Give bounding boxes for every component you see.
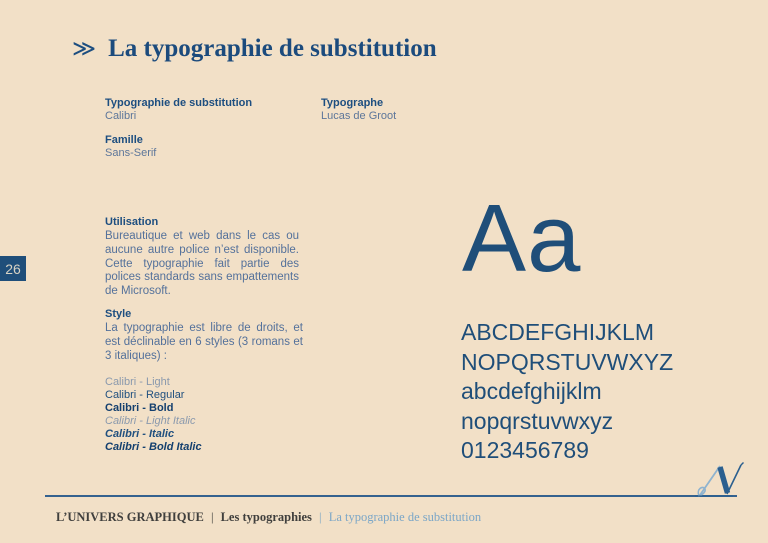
breadcrumb-separator: |	[319, 510, 322, 524]
page-number: 26	[5, 260, 21, 277]
list-item: Calibri - Italic	[105, 427, 175, 440]
breadcrumb-current-page: La typographie de substitution	[328, 510, 482, 524]
type-designer-label: Typographe	[321, 97, 384, 109]
type-designer-group	[321, 97, 396, 123]
breadcrumb-chapter: Les typographies	[220, 510, 312, 524]
list-item: Calibri - Light	[105, 376, 170, 388]
double-chevron-icon: ≫	[72, 36, 97, 62]
page-title: La typographie de substitution	[108, 35, 437, 62]
style-label: Style	[105, 308, 132, 320]
family-label: Famille	[105, 134, 143, 146]
specimen-uppercase-1: ABCDEFGHIJKLM	[461, 319, 654, 345]
font-styles-list	[105, 376, 202, 453]
substitution-typeface-value: Calibri	[105, 110, 137, 122]
specimen-lowercase-1: abcdefghijklm	[461, 378, 602, 404]
list-item: Calibri - Regular	[105, 388, 185, 401]
breadcrumb-section: L’UNIVERS GRAPHIQUE	[56, 510, 204, 524]
page-number-badge	[0, 256, 26, 281]
brand-monogram-icon	[693, 462, 745, 500]
type-designer-value: Lucas de Groot	[321, 110, 397, 122]
list-item: Calibri - Bold Italic	[105, 440, 202, 453]
list-item: Calibri - Light Italic	[105, 414, 196, 427]
substitution-typeface-label: Typographie de substitution	[105, 97, 253, 109]
specimen-uppercase-2: NOPQRSTUVWXYZ	[461, 348, 674, 375]
usage-text: Bureautique et web dans le cas ou aucune autre police n’est disponible. Cette typographie fait partie des polices standards sans empattements de Microsoft.	[105, 230, 299, 298]
specimen-display-aa: Aa	[462, 185, 582, 292]
family-group	[105, 134, 156, 160]
list-item: Calibri - Bold	[105, 401, 174, 414]
specimen-digits: 0123456789	[461, 437, 589, 463]
breadcrumb	[56, 509, 481, 525]
breadcrumb-separator: |	[210, 510, 214, 524]
style-text: La typographie est libre de droits, et est déclinable en 6 styles (3 romans et 3 italiques) :	[105, 322, 303, 362]
specimen-alphabet	[461, 318, 673, 466]
page-header	[72, 36, 437, 61]
specimen-lowercase-2: nopqrstuvwxyz	[461, 407, 614, 434]
usage-group	[105, 216, 299, 299]
footer-divider	[45, 495, 737, 497]
style-group	[105, 308, 303, 363]
family-value: Sans-Serif	[105, 147, 157, 159]
usage-label: Utilisation	[105, 216, 159, 228]
substitution-typeface-group	[105, 97, 252, 123]
